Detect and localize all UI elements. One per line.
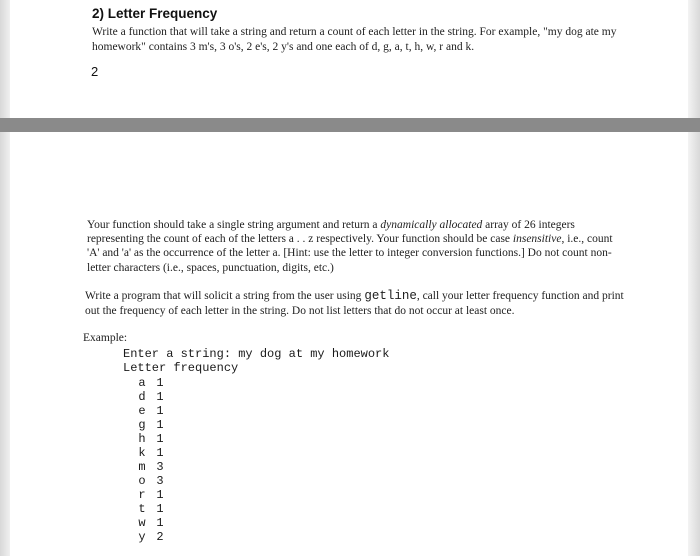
function-requirements bbox=[87, 218, 622, 275]
prog-text-2: , call your letter frequency function and print out the frequency of each letter in the string. Do not list letters that do not occur at least once. bbox=[85, 290, 624, 317]
bottom-page bbox=[10, 132, 688, 556]
frequency-row bbox=[136, 418, 166, 432]
freq-letter: g bbox=[138, 418, 146, 432]
question-intro: Write a function that will take a string and return a count of each letter in the string. For example, "my dog ate my homework" contains 3 m's, 3 o's, 2 e's, 2 y's and one each of d, g, a, t, h, w, r and k. bbox=[92, 26, 617, 53]
page-right-edge bbox=[688, 0, 700, 556]
req-emphasis-dynamic: dynamically allocated bbox=[380, 219, 483, 231]
program-requirements bbox=[85, 289, 625, 318]
freq-count: 1 bbox=[156, 418, 164, 432]
prog-text-1: Write a program that will solicit a string from the user using bbox=[85, 290, 365, 302]
frequency-row bbox=[136, 390, 166, 404]
freq-letter: k bbox=[138, 446, 146, 460]
frequency-row bbox=[136, 460, 166, 474]
req-text-3: , i.e., count 'A' and 'a' as the occurrence of the letter a. [Hint: use the letter to integer conversion functions.] Do not count non-letter characters (i.e., spaces, punctuation, digits, etc.) bbox=[87, 233, 613, 274]
example-prompt-line: Enter a string: my dog at my homework bbox=[123, 347, 390, 361]
example-header-line: Letter frequency bbox=[123, 361, 239, 375]
freq-letter: o bbox=[138, 474, 146, 488]
freq-count: 2 bbox=[156, 530, 164, 544]
freq-letter: e bbox=[138, 404, 146, 418]
frequency-row bbox=[136, 432, 166, 446]
freq-letter: h bbox=[138, 432, 146, 446]
frequency-row bbox=[136, 516, 166, 530]
freq-count: 1 bbox=[156, 516, 164, 530]
answer-value: 2 bbox=[91, 64, 99, 79]
frequency-row bbox=[136, 488, 166, 502]
freq-count: 3 bbox=[156, 474, 164, 488]
freq-letter: r bbox=[138, 488, 146, 502]
page-left-edge bbox=[0, 0, 10, 556]
freq-letter: y bbox=[138, 530, 146, 544]
page-separator bbox=[0, 118, 700, 132]
req-text-1: Your function should take a single string argument and return a bbox=[87, 219, 381, 231]
freq-count: 1 bbox=[156, 432, 164, 446]
frequency-row bbox=[136, 376, 166, 390]
frequency-row bbox=[136, 474, 166, 488]
freq-count: 1 bbox=[156, 502, 164, 516]
freq-count: 3 bbox=[156, 460, 164, 474]
freq-count: 1 bbox=[156, 376, 164, 390]
freq-count: 1 bbox=[156, 488, 164, 502]
freq-letter: t bbox=[138, 502, 146, 516]
req-emphasis-insensitive: insensitive bbox=[512, 233, 562, 246]
frequency-row bbox=[136, 502, 166, 516]
example-label: Example: bbox=[83, 332, 128, 344]
frequency-row bbox=[136, 446, 166, 460]
getline-code: getline bbox=[364, 289, 417, 303]
frequency-row bbox=[136, 530, 166, 544]
freq-letter: w bbox=[138, 516, 146, 530]
frequency-row bbox=[136, 404, 166, 418]
freq-count: 1 bbox=[156, 404, 164, 418]
freq-count: 1 bbox=[156, 390, 164, 404]
question-title: 2) Letter Frequency bbox=[92, 6, 218, 21]
freq-letter: a bbox=[138, 376, 146, 390]
req-text-2: array of 26 integers representing the count of each of the letters a . . z respectively. Your function should be case bbox=[87, 219, 575, 246]
freq-count: 1 bbox=[156, 446, 164, 460]
frequency-list bbox=[136, 376, 166, 544]
freq-letter: d bbox=[138, 390, 146, 404]
freq-letter: m bbox=[138, 460, 146, 474]
